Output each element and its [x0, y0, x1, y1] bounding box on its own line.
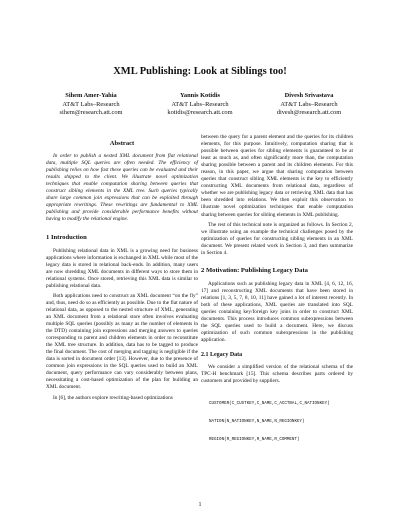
author-email: divesh@research.att.com [276, 109, 342, 117]
schema-line: REGION(R_REGIONKEY,R_NAME,R_COMMENT) [209, 438, 300, 443]
paragraph: We consider a simplified version of the relational schema of the TPC-H benchmark [15]. This schema describes parts ordered by customers and provided by suppliers. [201, 364, 353, 385]
subsection-heading-legacy-data: 2.1 Legacy Data [201, 352, 243, 359]
paragraph: Applications such as publishing legacy data in XML [4, 6, 12, 16, 17] and reconstructing XML documents that have been stored in relations [1, 3, 5, 7, 8, 10, 11] have gained a lot of interest recently. In both of these applications, XML queries are translated into SQL queries containing key/foreign key joins in order to construct XML documents. This process introduces common subexpressions between the SQL queries used to build a document. Here, we discuss optimization of such common subexpressions in the publishing application. [201, 280, 353, 344]
author-name: Yannis Kotidis [180, 92, 220, 99]
author-affiliation: AT&T Labs–Research [280, 100, 338, 108]
abstract-text: In order to publish a nested XML document from flat relational data, multiple SQL queries are often needed. The efficiency of publishing relies on how fast these queries can be evaluated and their results shipped to the client. We illustrate novel optimization techniques that enable computation sharing between queries that construct sibling elements in the XML tree. Such queries typically share large common join expressions that can be exploited through appropriate rewritings. These rewritings are fundamental to XML publishing and provide considerable performance benefits without having to modify the relational engine. [46, 153, 198, 223]
paragraph: In [6], the authors explore rewriting-based optimizations [53, 394, 173, 401]
author-email: kotidis@research.att.com [167, 109, 233, 117]
paragraph: between the query for a parent element and the queries for its children elements, for this purpose. Intuitively, computation sharing that is possible between queries for sibling elements is guaranteed to be at least as much as, and often significantly more than, the computation sharing possible between a parent and its children elements. For this reason, in this paper, we argue that sharing computation between queries that construct sibling XML elements is the key to efficiently constructing XML documents from relational data, regardless of whether we are publishing legacy data or retrieving XML data that has been shredded into relations. We then exploit this observation to illustrate novel optimization techniques that enable computation sharing between queries for sibling elements in XML publishing. [201, 134, 353, 218]
schema-listing [209, 389, 353, 455]
paragraph: Both applications need to construct an XML document “on the fly” and, thus, need do so as efficiently as possible. Due to the flat nature of relational data, as opposed to the nested structure of XML, generating an XML document from a relational store often involves evaluating multiple SQL queries (possibly as many as the number of elements in the DTD) containing join expressions and merging answers to queries corresponding to parent and children elements in order to reconstitute the XML tree structure. In addition, data has to be tagged to produce the final document. The cost of merging and tagging is negligible if the data is sorted in document order [13]. However, due to the presence of common join expressions in the SQL queries used to build an XML document, query performance can vary considerably between plans, necessitating a cost-based optimization of the plan for building an XML document. [46, 292, 198, 391]
paper-title: XML Publishing: Look at Siblings too! [113, 66, 287, 77]
schema-line: CUSTOMER(C_CUSTKEY,C_NAME,C_ACCTBAL,C_NATIONKEY) [209, 402, 330, 407]
author-block-3 [244, 92, 374, 118]
author-email: sihem@research.att.com [59, 109, 123, 117]
left-column [46, 138, 198, 405]
paragraph: The rest of this technical note is organized as follows. In Section 2, we illustrate using an example the technical challenges posed by the optimization of queries for constructing sibling elements in an XML document. We present related work in Section 3, and then summarize in Section 4. [201, 221, 353, 256]
author-affiliation: AT&T Labs–Research [62, 100, 120, 108]
section-heading-motivation: 2 Motivation: Publishing Legacy Data [201, 266, 308, 274]
page-number: 1 [198, 502, 202, 508]
author-name: Sihem Amer-Yahia [65, 92, 117, 99]
paragraph: Publishing relational data in XML is a growing need for business applications where information is exchanged in XML while most of the legacy data is stored in relational back-ends. In addition, many users are now shredding XML documents in different ways to store them in relational systems. Once stored, retrieving this XML data is similar to publishing relational data. [46, 247, 198, 289]
section-heading-introduction: 1 Introduction [46, 233, 87, 241]
abstract-heading: Abstract [109, 140, 135, 147]
schema-line: NATION(N_NATIONKEY,N_NAME,N_REGIONKEY) [209, 420, 305, 425]
author-name: Divesh Srivastava [284, 92, 334, 99]
author-affiliation: AT&T Labs–Research [171, 100, 229, 108]
right-column [201, 134, 353, 455]
